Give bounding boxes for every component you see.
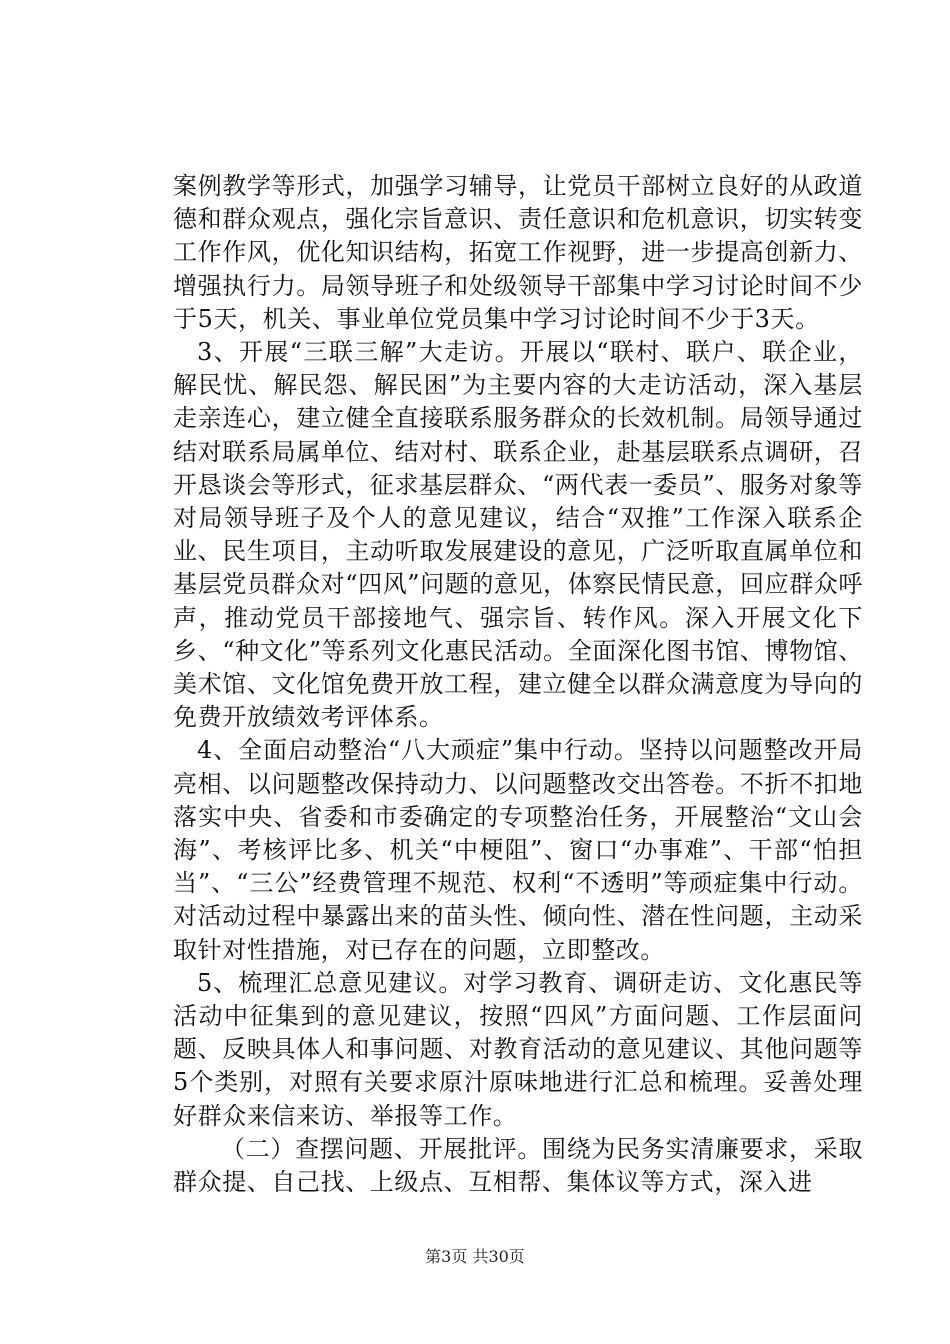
paragraph-item-3: 3、开展“三联三解”大走访。开展以“联村、联户、联企业，解民忧、解民怨、解民困”为主要内容的大走访活动，深入基层走亲连心，建立健全直接联系服务群众的长效机制。局领导通过结对联系局属单位、结对村、联系企业，赴基层联系点调研，召开恳谈会等形式，征求基层群众、“两代表一委员”、服务对象等对局领导班子及个人的意见建议，结合“双推”工作深入联系企业、民生项目，主动听取发展建设的意见，广泛听取直属单位和基层党员群众对“四风”问题的意见，体察民情民意，回应群众呼声，推动党员干部接地气、强宗旨、转作风。深入开展文化下乡、“种文化”等系列文化惠民活动。全面深化图书馆、博物馆、美术馆、文化馆免费开放工程，建立健全以群众满意度为导向的免费开放绩效考评体系。 bbox=[173, 338, 863, 732]
paragraph-continuation: 案例教学等形式，加强学习辅导，让党员干部树立良好的从政道德和群众观点，强化宗旨意识、责任意识和危机意识，切实转变工作作风，优化知识结构，拓宽工作视野，进一步提高创新力、增强执行力。局领导班子和处级领导干部集中学习讨论时间不少于5天，机关、事业单位党员集中学习讨论时间不少于3天。 bbox=[173, 172, 863, 333]
page-number-text: 第3页 共30页 bbox=[425, 1247, 525, 1266]
paragraph-item-5: 5、梳理汇总意见建议。对学习教育、调研走访、文化惠民等活动中征集到的意见建议，按照“四风”方面问题、工作层面问题、反映具体人和事问题、对教育活动的意见建议、其他问题等5个类别，对照有关要求原汁原味地进行汇总和梳理。妥善处理好群众来信来访、举报等工作。 bbox=[173, 968, 863, 1130]
paragraph-item-4: 4、全面启动整治“八大顽症”集中行动。坚持以问题整改开局亮相、以问题整改保持动力、以问题整改交出答卷。不折不扣地落实中央、省委和市委确定的专项整治任务，开展整治“文山会海”、考核评比多、机关“中梗阻”、窗口“办事难”、干部“怕担当”、“三公”经费管理不规范、权利“不透明”等顽症集中行动。对活动过程中暴露出来的苗头性、倾向性、潜在性问题，主动采取针对性措施，对已存在的问题，立即整改。 bbox=[173, 736, 863, 964]
paragraph-section-2: （二）查摆问题、开展批评。围绕为民务实清廉要求，采取群众提、自己找、上级点、互相帮、集体议等方式，深入进 bbox=[173, 1134, 863, 1197]
page-footer bbox=[0, 1244, 950, 1267]
document-body bbox=[173, 170, 863, 1199]
